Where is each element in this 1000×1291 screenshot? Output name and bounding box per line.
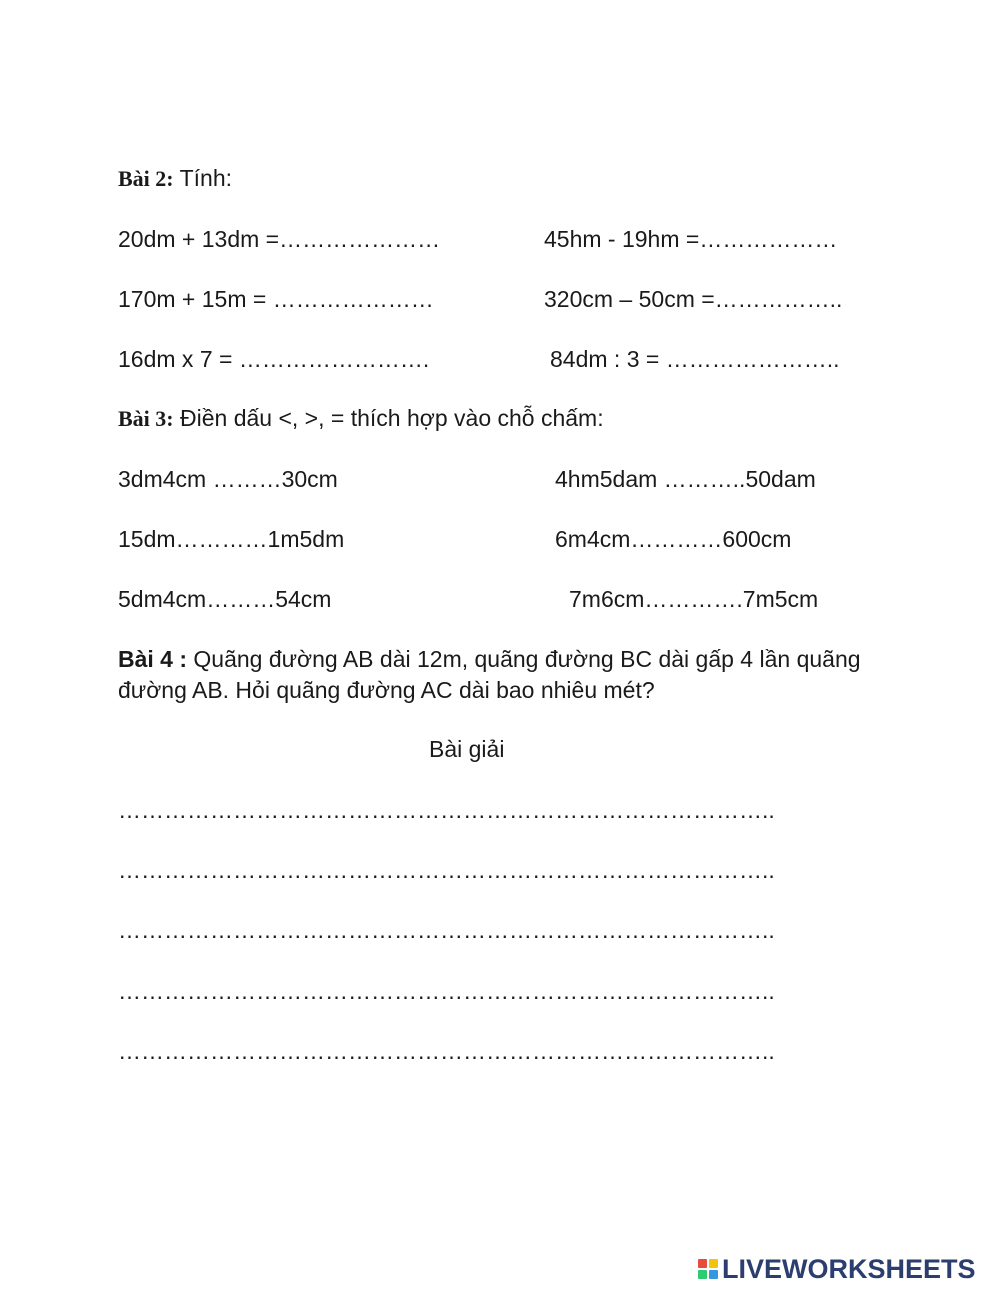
solution-title: Bài giải	[429, 736, 505, 762]
bai3-label: Bài 3:	[118, 406, 174, 431]
bai2-label: Bài 2:	[118, 166, 174, 191]
bai3-row-3-left[interactable]: 5dm4cm………54cm	[118, 586, 332, 612]
logo-square-red	[698, 1259, 707, 1268]
answer-line-1[interactable]: …………………………………………………………………………..	[118, 797, 775, 823]
bai3-title: Điền dấu <, >, = thích hợp vào chỗ chấm:	[173, 405, 604, 431]
bai3-row-2-left[interactable]: 15dm…………1m5dm	[118, 526, 345, 552]
bai3-row-1-right[interactable]: 4hm5dam ………..50dam	[555, 466, 816, 492]
bai2-heading	[118, 163, 232, 194]
answer-line-4[interactable]: …………………………………………………………………………..	[118, 978, 775, 1004]
logo-square-green	[698, 1270, 707, 1279]
bai3-row-3-right[interactable]: 7m6cm………….7m5cm	[569, 586, 819, 612]
answer-line-5[interactable]: …………………………………………………………………………..	[118, 1038, 775, 1064]
bai2-row-2-left[interactable]: 170m + 15m = …………………	[118, 286, 434, 312]
bai2-row-1-left[interactable]: 20dm + 13dm =…………………	[118, 226, 441, 252]
bai3-row-1-left[interactable]: 3dm4cm ………30cm	[118, 466, 338, 492]
bai2-row-3-right[interactable]: 84dm : 3 = …………………..	[550, 346, 840, 372]
logo-square-blue	[709, 1270, 718, 1279]
logo-mark-icon	[698, 1259, 718, 1279]
bai2-row-1-right[interactable]: 45hm - 19hm =………………	[544, 226, 838, 252]
bai4-problem	[118, 644, 898, 706]
bai2-row-3-left[interactable]: 16dm x 7 = …………………….	[118, 346, 430, 372]
answer-line-3[interactable]: …………………………………………………………………………..	[118, 917, 775, 943]
bai4-label: Bài 4 :	[118, 646, 188, 672]
logo-square-yellow	[709, 1259, 718, 1268]
bai3-heading	[118, 403, 604, 434]
logo-text: LIVEWORKSHEETS	[722, 1253, 976, 1284]
bai2-row-2-right[interactable]: 320cm – 50cm =……………..	[544, 286, 843, 312]
liveworksheets-logo	[698, 1254, 976, 1284]
bai2-title: Tính:	[173, 165, 233, 191]
bai3-row-2-right[interactable]: 6m4cm…………600cm	[555, 526, 792, 552]
answer-line-2[interactable]: …………………………………………………………………………..	[118, 857, 775, 883]
bai4-text: Quãng đường AB dài 12m, quãng đường BC dài gấp 4 lần quãng đường AB. Hỏi quãng đường AC dài bao nhiêu mét?	[118, 646, 861, 703]
